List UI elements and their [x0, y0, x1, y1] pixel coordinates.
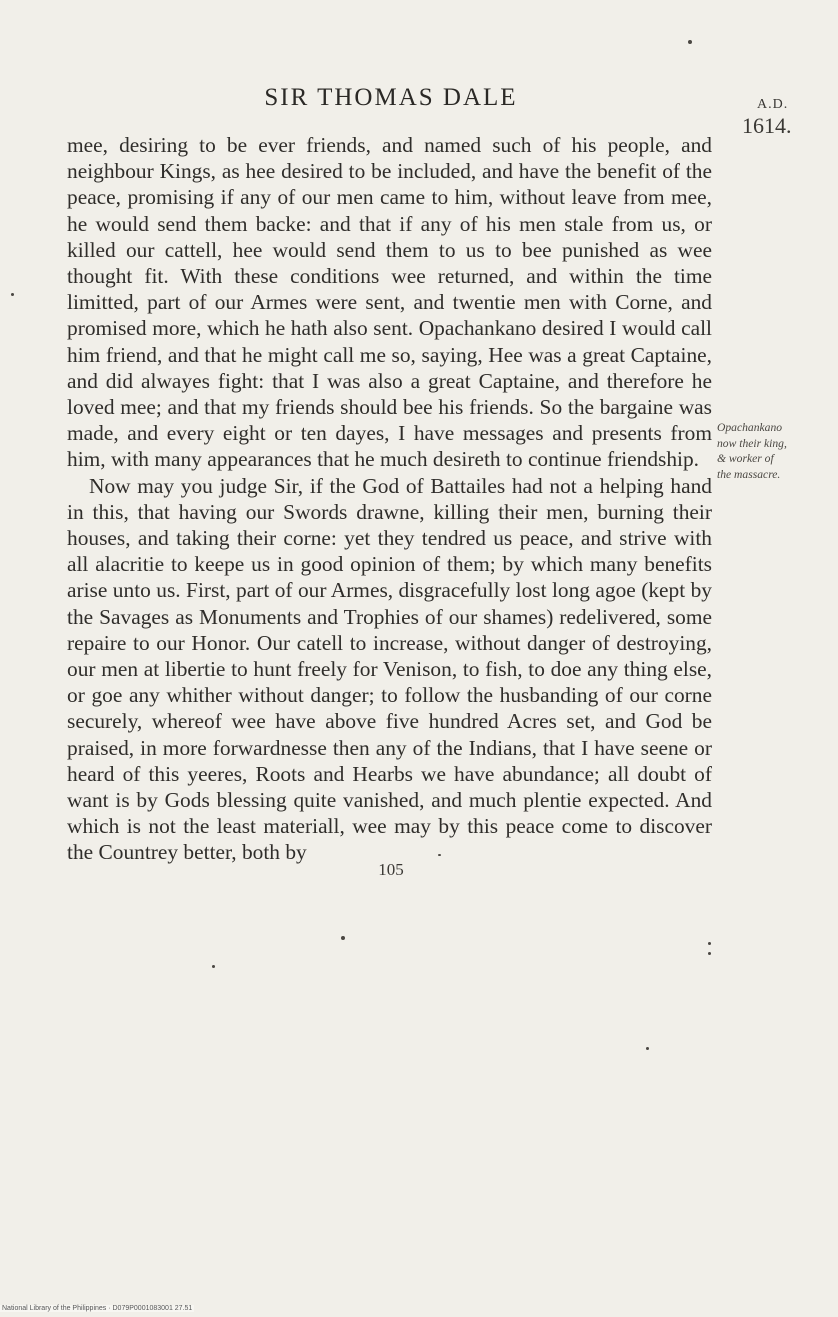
scan-speck	[708, 952, 711, 955]
page-number: 105	[378, 860, 404, 879]
scan-speck	[708, 942, 711, 945]
body-text	[67, 132, 712, 866]
scan-speck	[11, 293, 14, 296]
margin-date-year: 1614.	[742, 113, 792, 138]
marginal-note-line: now their king,	[717, 436, 787, 450]
paragraph-2: Now may you judge Sir, if the God of Battailes had not a helping hand in this, that having our Swords drawne, killing their men, burning their houses, and taking their corne: yet they tendred us peace, and strive with all alacritie to keepe us in good opinion of them; by which many benefits arise unto us. First, part of our Armes, disgracefully lost long agoe (kept by the Savages as Monuments and Trophies of our shames) redelivered, some repaire to our Honor. Our catell to increase, without danger of destroying, our men at libertie to hunt freely for Venison, to fish, to doe any thing else, or goe any whither without danger; to follow the husbanding of our corne securely, whereof wee have above five hundred Acres set, and God be praised, in more forwardnesse then any of the Indians, that I have seene or heard of this yeeres, Roots and Hearbs we have abundance; all doubt of want is by Gods blessing quite vanished, and much plentie expected. And which is not the least materiall, wee may by this peace come to discover the Countrey better, both by	[67, 473, 712, 865]
marginal-note-line: the massacre.	[717, 467, 781, 481]
scan-speck	[212, 965, 215, 968]
marginal-note	[717, 420, 837, 482]
scan-speck	[646, 1047, 649, 1050]
margin-date-era: A.D.	[757, 97, 789, 112]
running-title: SIR THOMAS DALE	[264, 84, 518, 111]
scan-speck	[438, 854, 441, 856]
scan-speck	[341, 936, 345, 940]
scan-credit-strip: National Library of the Philippines · D079P0001083001 27.51	[2, 1305, 193, 1312]
marginal-note-line: & worker of	[717, 452, 774, 465]
marginal-note-line: Opachankano	[717, 421, 783, 434]
paragraph-1: mee, desiring to be ever friends, and named such of his people, and neighbour Kings, as hee desired to be included, and have the benefit of the peace, promising if any of our men came to him, without leave from mee, he would send them backe: and that if any of his men stale from us, or killed our cattell, hee would send them to us to bee punished as wee thought fit. With these conditions wee returned, and within the time limitted, part of our Armes were sent, and twentie men with Corne, and promised more, which he hath also sent. Opachankano desired I would call him friend, and that he might call me so, saying, Hee was a great Captaine, and did alwayes fight: that I was also a great Captaine, and therefore he loved mee; and that my friends should bee his friends. So the bargaine was made, and every eight or ten dayes, I have messages and presents from him, with many appearances that he much desireth to continue friendship.	[67, 133, 712, 472]
scan-speck	[688, 40, 692, 44]
